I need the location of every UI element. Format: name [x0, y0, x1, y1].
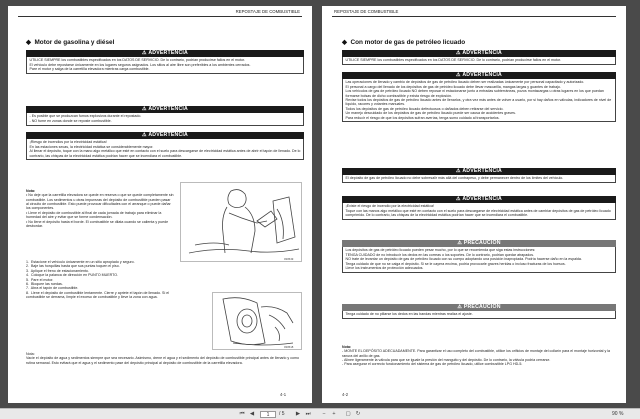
next-page-icon[interactable]: ▶ — [295, 411, 301, 417]
last-page-icon[interactable]: ⏭ — [305, 411, 311, 417]
warning-triangle-icon: ⚠ — [456, 168, 463, 174]
note-label: Nota: — [26, 188, 36, 193]
caution-text: Los depósitos de gas de petróleo licuado pueden pesar mucho, por lo que se recomienda que siga estas instrucciones: TENGA CUIDADO de no introducir los dedos en las correas o los soportes. De lo contrario, podrían quedar atrapados. NO trate de levantar un depósito de gas de petróleo licuado con su cuerpo adoptando una posición inapropiada. Podría hacerse daño en la espalda. Tenga cuidado de que no se caiga el depósito. Si se le cayera encima, podría provocarle graves heridas o incluso fracturas de los huesos. Lleve los instrumentos de protección adecuados. — [342, 247, 616, 273]
warning-block-2 — [342, 72, 616, 122]
warning-bar: ⚠ ADVERTENCIA — [342, 50, 616, 57]
warning-block-3 — [342, 168, 616, 183]
warning-triangle-icon: ⚠ — [456, 72, 463, 78]
fuel-cap-drawing — [213, 293, 302, 350]
left-page — [8, 6, 312, 403]
diamond-bullet-icon: ◆ — [342, 39, 351, 46]
viewer-toolbar — [0, 408, 640, 419]
warning-text: Las operaciones de llenado y cambio de depósitos de gas de petróleo licuado deben ser realizadas únicamente por personal capacitado y autorizado. El personal a cargo del llenado de los depósitos de gas de petróleo licuado debe llevar mascarilla, mangas largas y guantes de trabajo. Los vehículos de gas de petróleo licuado NO deben reposar ni estacionarse junto a entradas subterráneas, pozos montacargas u otras lugares en los que puedan formarse bolsas de dicho combustible y exista riesgo de explosión. Revise todos los depósitos de gas de petróleo licuado antes de llenarlos, y otra vez más antes de volver a usarlo, por si hay daños en válvulas, indicadores de nivel de líquido, racores y votantes manuales. Todos los depósitos de gas de petróleo licuado defectuosos o dañados deben retirarse del servicio. Un manejo descuidado de los depósitos de gas de petróleo licuado puede ser causa de accidentes graves. Para reducir el riesgo de que los depósitos sufran averías, tenga sumo cuidado al transportarlos. — [342, 79, 616, 122]
caution-text: Tenga cuidado de no pillarse los dedos en las bandas mientras realiza el ajuste. — [342, 311, 616, 319]
warning-bar: ⚠ ADVERTENCIA — [342, 168, 616, 175]
warning-block-4 — [342, 196, 616, 220]
note-bullets: Nota: • No deje que la carretilla elevadora se quede en reserva o que se quede completamente sin combustible. Los sedimentos u otras impurezas del depósito de combustible pueden pasar al circuito de combustible. Esto puede provocar dificultades con el arranque o puede dañar los componentes. • Llene el depósito de combustible al final de cada jornada de trabajo para eliminar la humedad del aire y evitar que se forme condensación. • No llene el depósito hasta el borde. El combustible se dilata cuando se calienta y puede desbordar. — [26, 188, 174, 229]
warning-block-1 — [26, 50, 304, 74]
caution-triangle-icon: ⚠ — [457, 240, 464, 246]
warning-triangle-icon: ⚠ — [142, 50, 149, 56]
warning-bar: ⚠ ADVERTENCIA — [26, 132, 304, 139]
warning-bar: ⚠ ADVERTENCIA — [342, 196, 616, 203]
section-title: ◆ Con motor de gas de petróleo licuado — [342, 39, 466, 46]
page-header: REPOSTAJE DE COMBUSTIBLE — [334, 9, 399, 14]
warning-text: El depósito de gas de petróleo licuado no debe sobresalir más allá del contrapeso, y debe permanecer dentro de los límites del vehículo. — [342, 175, 616, 183]
caution-bar: ⚠ PRECAUCIÓN — [342, 240, 616, 247]
note-list: Nota: - MONTE EL DEPÓSITO ADECUADAMENTE. Para garantizar el uso completo del combustible, utilice los orificios de montaje del collarín para el montaje horizontal y la ranura del anillo de gas. - Alinee ligeramente la válvula para que se iguale la presión del manguito y del depósito. De lo contrario, la válvula podría cerrarse. - Para asegurar el correcto funcionamiento del sistema de gas de petróleo licuado, utilice combustible LPG HD-5. — [342, 336, 616, 371]
warning-bar: ⚠ ADVERTENCIA — [26, 106, 304, 113]
page-number: 4-2 — [342, 392, 349, 397]
first-page-icon[interactable]: ⏮ — [239, 411, 245, 417]
right-page — [322, 6, 626, 403]
warning-triangle-icon: ⚠ — [456, 196, 463, 202]
warning-text: UTILICE SIEMPRE los combustibles especificados en los DATOS DE SERVICIO. De lo contrario, podrían producirse fallos en el motor. El vehículo debe repostarse únicamente en los lugares seguros asignados. Los sitios al aire libre son preferibles a los ambientes cerrados. Pare el motor y salga de la carretilla elevadora mientras carga combustible. — [26, 57, 304, 74]
warning-triangle-icon: ⚠ — [456, 50, 463, 56]
rotate-icon[interactable]: ↻ — [355, 411, 361, 417]
warning-bar: ⚠ ADVERTENCIA — [26, 50, 304, 57]
note-label: Nota: — [342, 344, 352, 349]
warning-bar: ⚠ ADVERTENCIA — [342, 72, 616, 79]
bottom-note: Nota: Vacíe el depósito de agua y sedimentos siempre que sea necesario. Asimismo, drene el agua y el sedimento del depósito de combustible principal antes de llenarlo y como rutina semanal. Esto evitará que el agua y el sedimento pase del depósito principal al depósito de combustible de la carretilla elevadora. — [26, 352, 300, 365]
section-title: ◆ Motor de gasolina y diésel — [26, 39, 115, 46]
figure-code: 030549 — [284, 257, 294, 261]
caution-block-2 — [342, 304, 616, 319]
diamond-bullet-icon: ◆ — [26, 39, 35, 46]
step-list: 1. Estacione el vehículo únicamente en un sitio apropiado y seguro. 2. Baje las horquillas hasta que sus puntas toquen el piso. 3. Aplique el freno de estacionamiento. 4. Coloque la palanca de dirección en PUNTO MUERTO. 5. Pare el motor. 6. Bloquee las ruedas. 7. Abra el tapón de combustible. 8. Llene el depósito de combustible lentamente. Cierre y apriete el tapón de llenado. Si el combustible se derrama, limpie el exceso de combustible y lleve la zona con agua. — [26, 260, 170, 300]
refuel-illustration-1 — [180, 182, 302, 262]
page-total: / 5 — [279, 411, 285, 417]
warning-block-2 — [26, 106, 304, 126]
warning-text: ¡Existe el riesgo de incendio por la electricidad estática! Toque con las manos algo metálico que esté en contacto con el suelo para descargarse de electricidad estática antes de cambiar depósitos de gas de petróleo licuado comprimido. De lo contrario, las chispas de la electricidad estática podrían hacer que se incendiara el combustible. — [342, 203, 616, 220]
warning-text: ¡Riesgo de incendios por la electricidad estática! En las estaciones secas, la electricidad estática se considerablemente mayor. Al llenar el depósito, toque con la mano algo metálico que esté en contacto con el suelo para descargarse de electricidad estática antes de abrir el tapón de llenado. De lo contrario, las chispas de la electricidad estática podrían hacer que se incendiara el combustible. — [26, 139, 304, 160]
fit-page-icon[interactable]: ▢ — [345, 411, 351, 417]
previous-page-icon[interactable]: ◀ — [249, 411, 255, 417]
caution-triangle-icon: ⚠ — [457, 304, 464, 310]
warning-text: - Es posible que se produzcan fumos explosivos durante el repostado. - NO fume en zonas donde se reposte combustible. — [26, 113, 304, 126]
figure-code: 030518 — [284, 345, 294, 349]
warning-block-1 — [342, 50, 616, 65]
warning-text: UTILICE SIEMPRE los combustibles especificados en los DATOS DE SERVICIO. De lo contrario, podrían producirse fallos en el motor. — [342, 57, 616, 65]
warning-block-3 — [26, 132, 304, 160]
caution-bar: ⚠ PRECAUCIÓN — [342, 304, 616, 311]
caution-block-1 — [342, 240, 616, 273]
zoom-level[interactable]: 90 % — [612, 411, 624, 417]
page-number-input[interactable]: 1 — [260, 411, 276, 418]
page-number: 4-1 — [280, 392, 287, 397]
warning-triangle-icon: ⚠ — [142, 132, 149, 138]
refuel-illustration-2 — [212, 292, 302, 350]
header-rule — [332, 16, 616, 17]
header-rule — [18, 16, 302, 17]
zoom-out-icon[interactable]: − — [322, 411, 326, 417]
zoom-in-icon[interactable]: + — [332, 411, 336, 417]
warning-triangle-icon: ⚠ — [142, 106, 149, 112]
operator-refueling-drawing — [181, 183, 302, 262]
page-header: REPOSTAJE DE COMBUSTIBLE — [235, 9, 300, 14]
